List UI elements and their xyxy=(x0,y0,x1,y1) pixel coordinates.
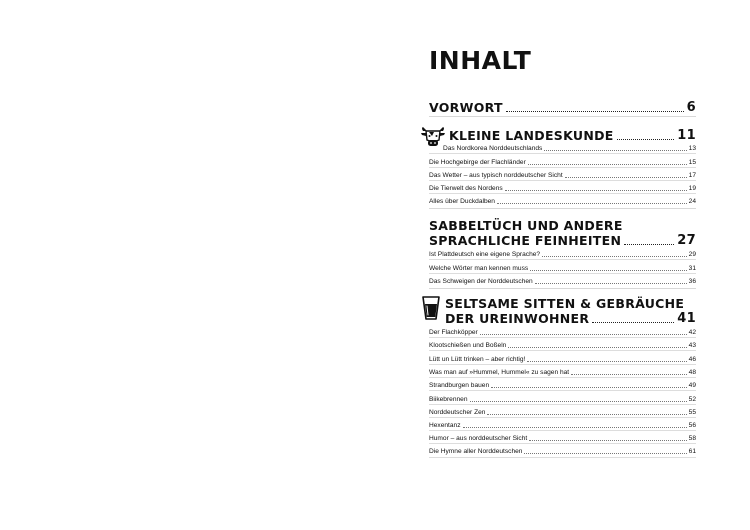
dot-leader xyxy=(505,190,687,191)
toc-item-page: 61 xyxy=(688,448,696,455)
divider xyxy=(429,180,696,181)
toc-item-page: 49 xyxy=(688,382,696,389)
dot-leader xyxy=(491,387,687,388)
toc-item-label: Biikebrennen xyxy=(429,396,468,403)
divider xyxy=(429,337,696,338)
divider xyxy=(429,417,696,418)
page-title: INHALT xyxy=(429,46,532,75)
dot-leader xyxy=(527,361,686,362)
toc-item[interactable] xyxy=(429,341,696,350)
divider xyxy=(429,430,696,431)
divider xyxy=(429,288,696,289)
toc-item-page: 17 xyxy=(688,172,696,179)
toc-item[interactable] xyxy=(429,408,696,417)
toc-item-label: Das Schweigen der Norddeutschen xyxy=(429,278,533,285)
toc-item-label: Die Hymne aller Norddeutschen xyxy=(429,448,523,455)
toc-item[interactable] xyxy=(429,158,696,167)
divider xyxy=(429,259,696,260)
divider xyxy=(429,350,696,351)
divider xyxy=(429,404,696,405)
toc-item-page: 43 xyxy=(688,342,696,349)
divider xyxy=(429,273,696,274)
toc-section-sprache[interactable] xyxy=(429,233,696,248)
toc-item-label: Ist Plattdeutsch eine eigene Sprache? xyxy=(429,251,541,258)
toc-item-page: 19 xyxy=(688,185,696,192)
toc-section-title-line1: SABBELTÜCH UND ANDERE xyxy=(429,218,623,233)
toc-item[interactable] xyxy=(429,368,696,377)
toc-item-page: 29 xyxy=(688,251,696,258)
toc-item-page: 48 xyxy=(688,369,696,376)
toc-item[interactable] xyxy=(429,250,696,259)
toc-item-page: 31 xyxy=(688,265,696,272)
toc-item[interactable] xyxy=(429,447,696,456)
divider xyxy=(429,377,696,378)
toc-item[interactable] xyxy=(429,277,696,286)
toc-section-landeskunde[interactable] xyxy=(429,128,696,143)
toc-item-label: Das Wetter – aus typisch norddeutscher Sicht xyxy=(429,172,563,179)
toc-item-page: 15 xyxy=(688,159,696,166)
dot-leader xyxy=(624,244,674,245)
toc-section-page: 11 xyxy=(677,128,696,143)
toc-section-sitten[interactable] xyxy=(429,311,696,326)
dot-leader xyxy=(470,401,687,402)
toc-item-label: Was man auf »Hummel, Hummel« zu sagen hat xyxy=(429,369,570,376)
divider xyxy=(429,457,696,458)
toc-item[interactable] xyxy=(429,264,696,273)
dot-leader xyxy=(530,270,686,271)
toc-item-label: Humor – aus norddeutscher Sicht xyxy=(429,435,528,442)
toc-item-label: Strandburgen bauen xyxy=(429,382,490,389)
toc-item-label: Norddeutscher Zen xyxy=(429,409,486,416)
toc-item-page: 24 xyxy=(688,198,696,205)
toc-item-page: 52 xyxy=(688,396,696,403)
divider xyxy=(429,364,696,365)
toc-item[interactable] xyxy=(429,434,696,443)
divider xyxy=(429,443,696,444)
toc-entry-label: VORWORT xyxy=(429,100,503,115)
toc-item-page: 13 xyxy=(688,145,696,152)
toc-item[interactable] xyxy=(429,355,696,364)
toc-item-label: Welche Wörter man kennen muss xyxy=(429,265,529,272)
toc-item-page: 58 xyxy=(688,435,696,442)
toc-entry-foreword[interactable] xyxy=(429,100,696,115)
toc-item-label: Hexentanz xyxy=(429,422,461,429)
toc-item[interactable] xyxy=(429,144,696,153)
dot-leader xyxy=(480,334,687,335)
dot-leader xyxy=(535,283,687,284)
toc-section-page: 41 xyxy=(677,311,696,326)
dot-leader xyxy=(508,347,686,348)
toc-entry-page: 6 xyxy=(686,100,696,115)
dot-leader xyxy=(571,374,687,375)
dot-leader xyxy=(528,164,687,165)
toc-item-page: 56 xyxy=(688,422,696,429)
toc-item-page: 36 xyxy=(688,278,696,285)
toc-item[interactable] xyxy=(429,421,696,430)
dot-leader xyxy=(497,203,687,204)
dot-leader xyxy=(565,177,687,178)
toc-section-title: DER UREINWOHNER xyxy=(445,311,590,326)
toc-section-title: SPRACHLICHE FEINHEITEN xyxy=(429,233,622,248)
dot-leader xyxy=(524,453,686,454)
toc-item-page: 46 xyxy=(688,356,696,363)
toc-item-label: Der Flachköpper xyxy=(429,329,478,336)
toc-item-label: Die Hochgebirge der Flachländer xyxy=(429,159,526,166)
dot-leader xyxy=(463,427,687,428)
toc-item[interactable] xyxy=(429,328,696,337)
divider xyxy=(429,116,696,117)
dot-leader xyxy=(617,139,675,140)
toc-item-label: Die Tierwelt des Nordens xyxy=(429,185,503,192)
dot-leader xyxy=(506,111,684,112)
toc-item-page: 42 xyxy=(688,329,696,336)
divider xyxy=(429,193,696,194)
dot-leader xyxy=(544,150,686,151)
divider xyxy=(429,153,696,154)
dot-leader xyxy=(592,322,674,323)
toc-item-label: Das Nordkorea Norddeutschlands xyxy=(443,145,543,152)
toc-section-title-line1: SELTSAME SITTEN & GEBRÄUCHE xyxy=(445,296,685,311)
toc-section-page: 27 xyxy=(677,233,696,248)
toc-item[interactable] xyxy=(429,171,696,180)
toc-section-title: KLEINE LANDESKUNDE xyxy=(449,128,614,143)
divider xyxy=(429,208,696,209)
toc-item[interactable] xyxy=(429,197,696,206)
toc-item-label: Lütt un Lütt trinken – aber richtig! xyxy=(429,356,526,363)
toc-item-label: Klootschießen und Boßeln xyxy=(429,342,507,349)
toc-item-label: Alles über Duckdalben xyxy=(429,198,495,205)
divider xyxy=(429,390,696,391)
toc-item[interactable] xyxy=(429,184,696,193)
toc-item[interactable] xyxy=(429,395,696,404)
dot-leader xyxy=(529,440,686,441)
toc-item[interactable] xyxy=(429,381,696,390)
divider xyxy=(429,167,696,168)
dot-leader xyxy=(487,414,686,415)
dot-leader xyxy=(542,256,687,257)
toc-item-page: 55 xyxy=(688,409,696,416)
